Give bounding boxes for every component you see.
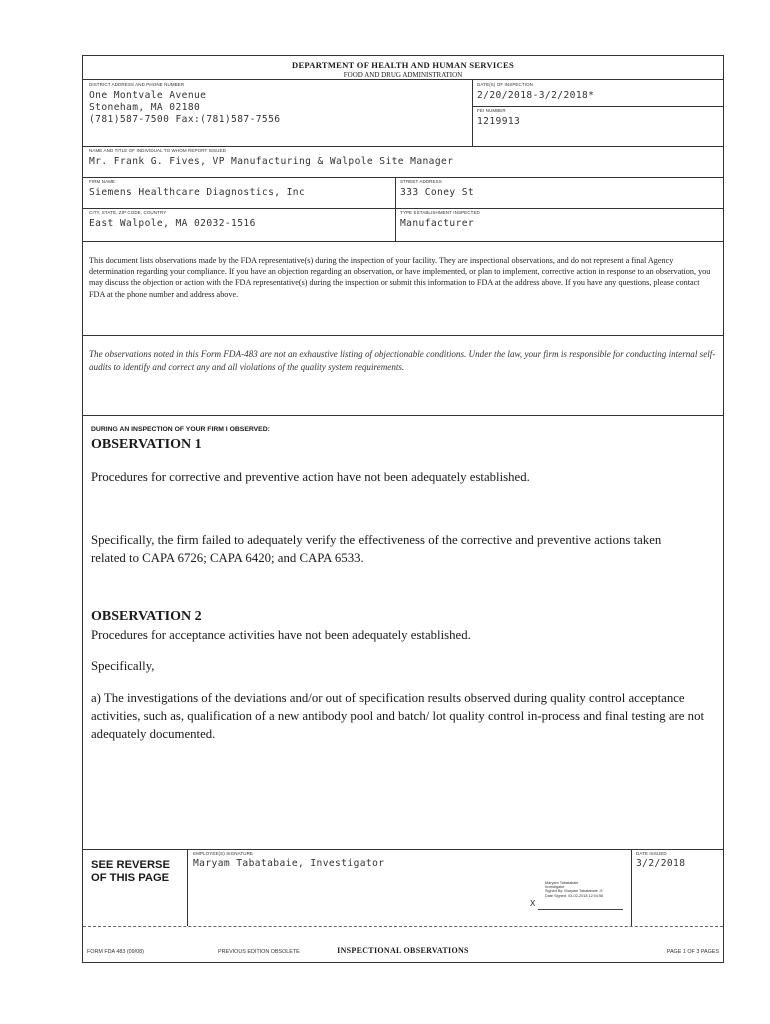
inspection-notice: This document lists observations made by the FDA representative(s) during the inspection of your facility. They are inspectional observations, and do not represent a final Agency determination regarding your compliance. If you have an objection regarding an observation, or have implemented, or plan to implement, corrective action in response to an observation, you may discuss the objection or action with the FDA representative(s) during the inspection or submit this information to FDA at the address above. If you have any questions, please contact FDA at the phone number and address above. [89,256,711,299]
district-line3: (781)587-7500 Fax:(781)587-7556 [89,114,281,125]
fda-483-form [82,55,724,963]
observation-2-title: OBSERVATION 2 [91,609,202,624]
city-block [89,210,256,229]
digital-signature-signed-by: Signed By: Maryam Tabatabaie -S [545,889,603,894]
date-issued-block [636,851,685,869]
divider [83,415,723,416]
employee-signature-block [193,851,384,869]
firm-label: FIRM NAME [89,179,116,184]
employee-signature-label: EMPLOYEE(S) SIGNATURE [193,851,254,856]
district-label: DISTRICT ADDRESS AND PHONE NUMBER [89,82,185,87]
observation-2-text: Procedures for acceptance activities have not been adequately established. [91,628,471,642]
see-reverse [91,859,170,885]
fei-value: 1219913 [477,116,521,127]
divider [83,177,723,178]
previous-edition: PREVIOUS EDITION OBSOLETE [218,949,300,955]
observed-label: DURING AN INSPECTION OF YOUR FIRM I OBSERVED: [91,426,270,433]
digital-signature-name: Maryam Tabatabaie [545,881,579,885]
date-issued-label: DATE ISSUED [636,851,667,856]
street-value: 333 Coney St [400,187,475,198]
observation-1 [91,436,715,567]
city-value: East Walpole, MA 02032-1516 [89,218,256,229]
page-count: PAGE 1 OF 3 PAGES [666,949,719,955]
divider [83,335,723,336]
form-header [83,56,723,80]
disclaimer-text: The observations noted in this Form FDA-483 are not an exhaustive listing of objectionable conditions. Under the law, your firm is responsible for conducting internal self-audits to identify and correct any and all violations of the quality system requirements. [89,349,716,372]
firm-value: Siemens Healthcare Diagnostics, Inc [89,187,306,198]
divider [83,241,723,242]
date-issued-value: 3/2/2018 [636,858,686,869]
recipient-label: NAME AND TITLE OF INDIVIDUAL TO WHOM REPORT ISSUED [89,148,226,153]
street-block [400,179,474,198]
fei-label: FEI NUMBER [477,108,506,113]
agency-title: FOOD AND DRUG ADMINISTRATION [343,71,463,79]
observation-2-item-a: a) The investigations of the deviations and/or out of specification results observed during quality control acceptance activities, such as, qualification of a new antibody pool and batch/ lot quality control in-process and final testing are not adequately documented. [91,691,705,741]
fei-block [477,108,520,127]
recipient-block [89,148,453,167]
divider [83,849,723,850]
digital-signature-stamp [545,881,603,898]
divider [631,849,632,926]
divider [395,177,396,241]
form-id: FORM FDA 483 (09/08) [87,949,144,955]
divider [472,106,723,107]
observation-2-specifically: Specifically, [91,659,155,673]
recipient-value: Mr. Frank G. Fives, VP Manufacturing & Walpole Site Manager [89,156,454,167]
divider [83,146,723,147]
dates-label: DATE(S) OF INSPECTION [477,82,534,87]
type-label: TYPE ESTABLISHMENT INSPECTED [400,210,480,215]
district-line1: One Montvale Avenue [89,90,207,101]
city-label: CITY, STATE, ZIP CODE, COUNTRY [89,210,167,215]
street-label: STREET ADDRESS [400,179,442,184]
type-block [400,210,480,229]
signature-x-mark: X [530,899,536,908]
firm-block [89,179,305,198]
observation-1-text: Procedures for corrective and preventive action have not been adequately established. [91,470,530,484]
observation-1-title: OBSERVATION 1 [91,437,202,452]
employee-signature-value: Maryam Tabatabaie, Investigator [193,858,385,869]
dates-value: 2/20/2018-3/2/2018* [477,90,595,101]
signature-line [538,909,623,910]
digital-signature-date: Date Signed: 03-02-2018 12:04:58 [545,893,604,898]
district-line2: Stoneham, MA 02180 [89,102,201,113]
type-value: Manufacturer [400,218,475,229]
divider [83,208,723,209]
divider [472,80,473,146]
department-title: DEPARTMENT OF HEALTH AND HUMAN SERVICES [292,60,514,70]
see-reverse-line1: SEE REVERSE [91,859,170,871]
digital-signature-title: Investigator [545,885,565,890]
see-reverse-line2: OF THIS PAGE [91,872,170,884]
observation-1-specific: Specifically, the firm failed to adequately verify the effectiveness of the corrective and preventive actions taken related to CAPA 6726; CAPA 6420; and CAPA 6533. [91,533,662,565]
divider [187,849,188,926]
observation-2 [91,608,715,743]
form-title: INSPECTIONAL OBSERVATIONS [337,946,469,955]
district-block [89,82,280,125]
divider [83,926,723,927]
dates-block [477,82,594,101]
